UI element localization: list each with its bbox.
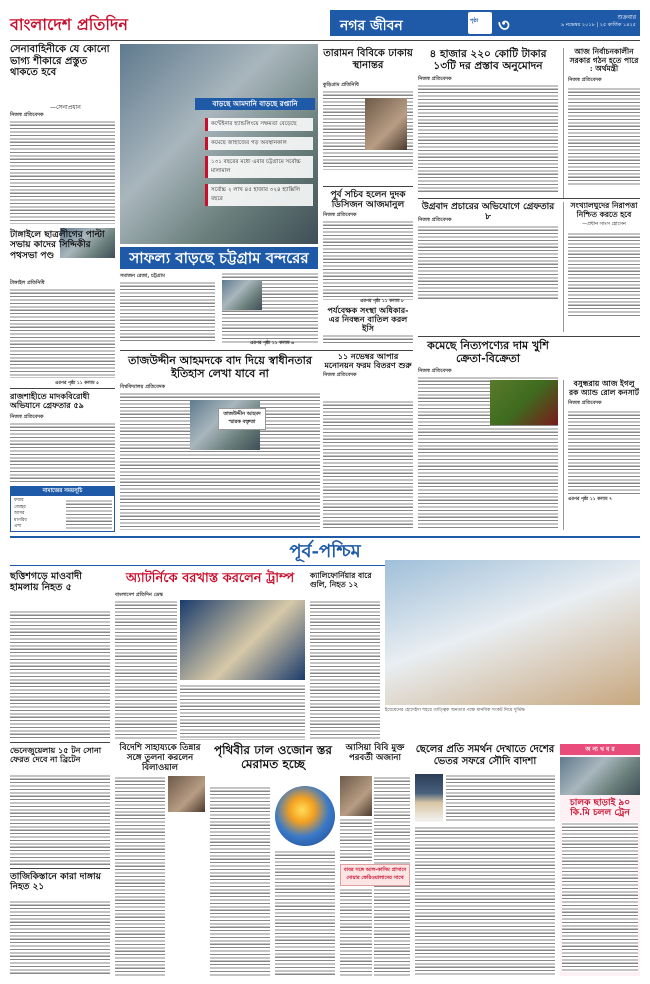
tajuddin-reporter: বিশ্ববিদ্যালয় প্রতিবেদক — [120, 384, 166, 390]
trump-headline: অ্যাটর্নিকে বরখাস্ত করলেন ট্রাম্প — [125, 571, 295, 586]
tajikistan-headline: তাজিকিস্তানে কারা দাঙ্গায় নিহত ২১ — [10, 872, 101, 893]
left-column — [10, 44, 115, 534]
lead-headline-bar — [120, 247, 318, 269]
lead-inset-photo — [222, 280, 262, 310]
asia-bibi-photo — [340, 776, 372, 816]
rajshahi-body — [10, 422, 115, 482]
dpp-reporter: নিজস্ব প্রতিবেদক — [418, 76, 452, 82]
concert-sidebar — [563, 380, 640, 530]
chhattisgarh-body — [10, 610, 110, 740]
concert-reporter: নিজস্ব প্রতিবেদক — [568, 400, 602, 407]
bilawal-body — [115, 776, 165, 976]
issue-date: ৯ নভেম্বর ২০১৮ | ২৫ কার্তিক ১৪২৫ — [561, 22, 636, 28]
page-badge — [468, 12, 492, 34]
saudi-body-top — [446, 774, 555, 822]
tangail-reporter: টাঙ্গাইল প্রতিনিধি — [10, 280, 45, 286]
lead-reporter: সমাজন রেজা, চট্টগ্রাম — [120, 273, 165, 279]
lead-body-col1 — [120, 281, 215, 343]
page-number: ৩ — [498, 15, 510, 36]
rajshahi-headline: রাজশাহীতে মাদকবিরোধী অভিযানে গ্রেফতার ৫৯ — [10, 391, 90, 411]
concert-body — [568, 410, 640, 494]
acc-body — [323, 220, 413, 300]
issue-day: শুক্রবার — [617, 14, 636, 21]
yemen-child-photo — [385, 560, 640, 705]
highlight-1: কন্টেইনার হ্যান্ডলিংয়ে সক্ষমতা বেড়েছে — [205, 118, 313, 131]
ozone-body-col1 — [210, 786, 270, 976]
tangail-body — [10, 288, 115, 378]
lead-continued: এরপর পৃষ্ঠা ১১ কলাম ৬ — [250, 341, 295, 346]
highlight-2: কমেছে জাহাজের গড় অবস্থানকাল — [205, 137, 313, 150]
acc-headline: পূর্ব সচিব হলেন দুদক ডিসিজন আজমানুল — [330, 190, 406, 211]
sessions-photo — [180, 600, 305, 680]
prayer-time-values — [66, 499, 112, 529]
army-chief-reporter: নিজস্ব প্রতিবেদক — [10, 112, 44, 118]
masthead-rule — [10, 40, 640, 41]
prices-headline: কমেছে নিত্যপণ্যের দাম খুশি ক্রেতা-বিক্রেতা — [427, 339, 549, 365]
taramon-headline: তারামন বিবিকে ঢাকায় স্থানান্তর — [323, 48, 413, 71]
trump-body-col1 — [115, 600, 177, 740]
prices-top-rule — [418, 336, 640, 337]
mid-rule-1 — [323, 186, 413, 187]
prayer-maghrib: মাগরিব — [14, 517, 27, 523]
briefs-body — [562, 822, 638, 972]
dpp-headline: ৪ হাজার ২২০ কোটি টাকার ১৩টি দর প্রস্তাব অনুমোদন — [429, 48, 547, 73]
asia-bibi-body-col3 — [340, 888, 372, 976]
bilawal-headline: বিদেশি সাহায্যকে তিন্নার সঙ্গে তুলনা করলেন বিলাওয়াল — [119, 743, 201, 773]
nomination-body — [323, 400, 413, 530]
concert-continued: এরপর পৃষ্ঠা ১১ কলাম ৭ — [568, 497, 613, 503]
california-body — [310, 600, 380, 740]
tajikistan-body — [10, 900, 110, 976]
section-title: নগর জীবন — [340, 18, 403, 34]
ozone-hole-graphic — [275, 786, 335, 846]
militant-body — [418, 225, 558, 299]
caretaker-sidebar — [563, 48, 640, 198]
briefs-label: অ ন্য খ ব র — [560, 744, 640, 755]
briefs-headline: চালক ছাড়াই ৯০ কি.মি চলল ট্রেন — [569, 798, 631, 819]
acc-reporter: নিজস্ব প্রতিবেদক — [323, 212, 357, 218]
chhattisgarh-headline: ছত্তিশগড়ে মাওবাদী হামলায় নিহত ৫ — [10, 571, 82, 593]
saudi-king-photo — [415, 774, 443, 822]
briefs-box — [560, 744, 640, 976]
trump-body-col2 — [180, 684, 305, 740]
prayer-isha: এশা — [14, 524, 22, 529]
highlight-4: সর্বোচ্চ ২ লাখ ৪৫ হাজার ৩২৪ হ্যাক্সিলি বছরে — [205, 184, 313, 206]
right-rule-1 — [418, 198, 640, 199]
ozone-headline: পৃথিবীর ঢাল ওজোন স্তর মেরামত হচ্ছে — [213, 743, 333, 771]
prayer-asr: আসর — [14, 511, 25, 516]
asia-bibi-quote-box — [340, 864, 410, 886]
acc-continued: এরপর পৃষ্ঠা ১১ কলাম ৮ — [360, 299, 405, 304]
nomination-headline: ১১ নভেম্বর আপার মনোনয়ন ফরম বিতরণ শুরু — [324, 351, 412, 371]
minority-quote-source: —প্রধান সাংস হোসেন — [582, 221, 626, 228]
nomination-reporter: নিজস্ব প্রতিবেদক — [323, 372, 357, 379]
lead-banner — [195, 98, 315, 110]
concert-headline: বসুন্ধরায় আজ ইগলু রক অ্যান্ড রোল কনসার্ট — [569, 379, 639, 397]
prices-reporter: নিজস্ব প্রতিবেদক — [418, 368, 452, 374]
newspaper-logo: বাংলাদেশ প্রতিদিন — [10, 15, 128, 34]
caretaker-body — [568, 87, 640, 185]
vegetables-photo — [490, 380, 558, 425]
army-chief-headline: সেনাবাহিনীকে যে কোনো ভাগ্য শীকারে প্রস্তুত থাকতে হবে — [10, 44, 110, 78]
tajuddin-caption-box — [218, 408, 266, 430]
saudi-body — [415, 826, 555, 976]
caretaker-headline: আজ নির্বাচনকালীন সরকার গঠন হতে পারে : অর্থমন্ত্রী — [569, 47, 639, 74]
page-label: পৃষ্ঠা — [470, 18, 479, 24]
masthead — [10, 10, 640, 38]
train-photo — [560, 757, 640, 795]
caretaker-reporter: নিজস্ব প্রতিবেদক — [568, 76, 602, 83]
yemen-photo-caption: ইয়েমেনের হোদেইদা শহরে তাত্ত্বিক জনতার পক্ষে মানবিক সংকট নিয়ে দুর্ভিক্ষ — [385, 708, 525, 713]
left-rule — [10, 388, 115, 389]
section-header-bar — [330, 10, 640, 36]
prayer-zuhr: জোহর — [14, 504, 26, 510]
nomination-box — [323, 352, 413, 398]
odhikar-body — [323, 334, 413, 344]
california-headline: ক্যালিফোর্নিয়ার বারে গুলি, নিহত ১২ — [310, 571, 372, 589]
lead-headline: সাফল্য বাড়ছে চট্টগ্রাম বন্দরের — [129, 249, 309, 267]
ozone-body-col2 — [275, 850, 335, 976]
tangail-continued: এরপর পৃষ্ঠা ১১ কলাম ৫ — [55, 381, 100, 386]
prayer-times-title: নামাজের সময়সূচি — [11, 487, 114, 496]
taramon-reporter: কুড়িগ্রাম প্রতিনিধি — [323, 82, 359, 88]
rajshahi-reporter: নিজস্ব প্রতিবেদক — [10, 414, 44, 420]
asia-bibi-quote: বাবর সঙ্গে আল-কাসিম প্রাসাদে দোয়ার ফেরিওয়ালাদের সাথে — [343, 867, 407, 881]
prayer-fajr: ফজর — [14, 498, 24, 503]
venezuela-gold-body — [10, 774, 110, 866]
international-section-title: পূর্ব-পশ্চিম — [289, 541, 361, 562]
bl-rule-2 — [10, 868, 110, 869]
asia-bibi-body-col1 — [340, 818, 372, 862]
tajuddin-headline: তাজউদ্দীন আহমদকে বাদ দিয়ে স্বাধীনতার ইতিহাস লেখা যাবে না — [128, 354, 312, 380]
army-chief-body — [10, 120, 115, 224]
army-chief-quote-source: —সেনাপ্রধান — [50, 104, 81, 111]
tajuddin-caption: তাজউদ্দীন আহমদ স্মারক বক্তৃতা — [223, 411, 261, 425]
tangail-headline: টাঙ্গাইলে ছাত্রলীগের পাল্টা সভায় কাদের সিদ্দিকীর পথসভা পণ্ড — [10, 230, 105, 261]
prayer-names — [14, 498, 64, 531]
prayer-times-box — [10, 486, 115, 532]
asia-bibi-headline: আসিয়া বিবি মুক্ত পরবর্তী অজানা — [345, 743, 405, 763]
lead-highlights — [205, 118, 313, 206]
bilawal-photo — [168, 776, 205, 812]
venezuela-gold-headline: ভেনেজুয়েলায় ১৫ টন সোনা ফেরত দেবে না ব্রিটেন — [10, 745, 102, 765]
ozone-headline-box — [210, 744, 336, 782]
lead-banner-text: বাড়ছে আমদানি বাড়ছে রপ্তানি — [212, 100, 298, 108]
militant-headline: উগ্রবাদ প্রচারের অভিযোগে গ্রেফতার ৮ — [421, 202, 555, 223]
highlight-3: ১৩১ বছরের মধ্যে এবার চট্টগ্রামে সর্বোচ্চ মালামাল — [205, 156, 313, 178]
minority-headline: সংখ্যালঘুদের নিরাপত্তা নিশ্চিত করতে হবে — [570, 201, 638, 219]
minority-sidebar — [563, 202, 640, 332]
trump-reporter: বাংলাদেশ প্রতিদিন ডেস্ক — [115, 592, 163, 598]
bl-rule-1 — [10, 742, 110, 743]
militant-reporter: নিজস্ব প্রতিবেদক — [418, 217, 452, 223]
minority-body — [568, 232, 640, 318]
taramon-photo — [365, 98, 407, 150]
saudi-king-headline: ছেলের প্রতি সমর্থন দেখাতে দেশের ভেতর সফরে সৌদি বাদশা — [415, 744, 555, 767]
odhikar-headline: পর্যবেক্ষক সংস্থা অধিকার-এর নিবন্ধন বাতিল করল ইসি — [327, 305, 409, 334]
dpp-body — [418, 84, 558, 194]
